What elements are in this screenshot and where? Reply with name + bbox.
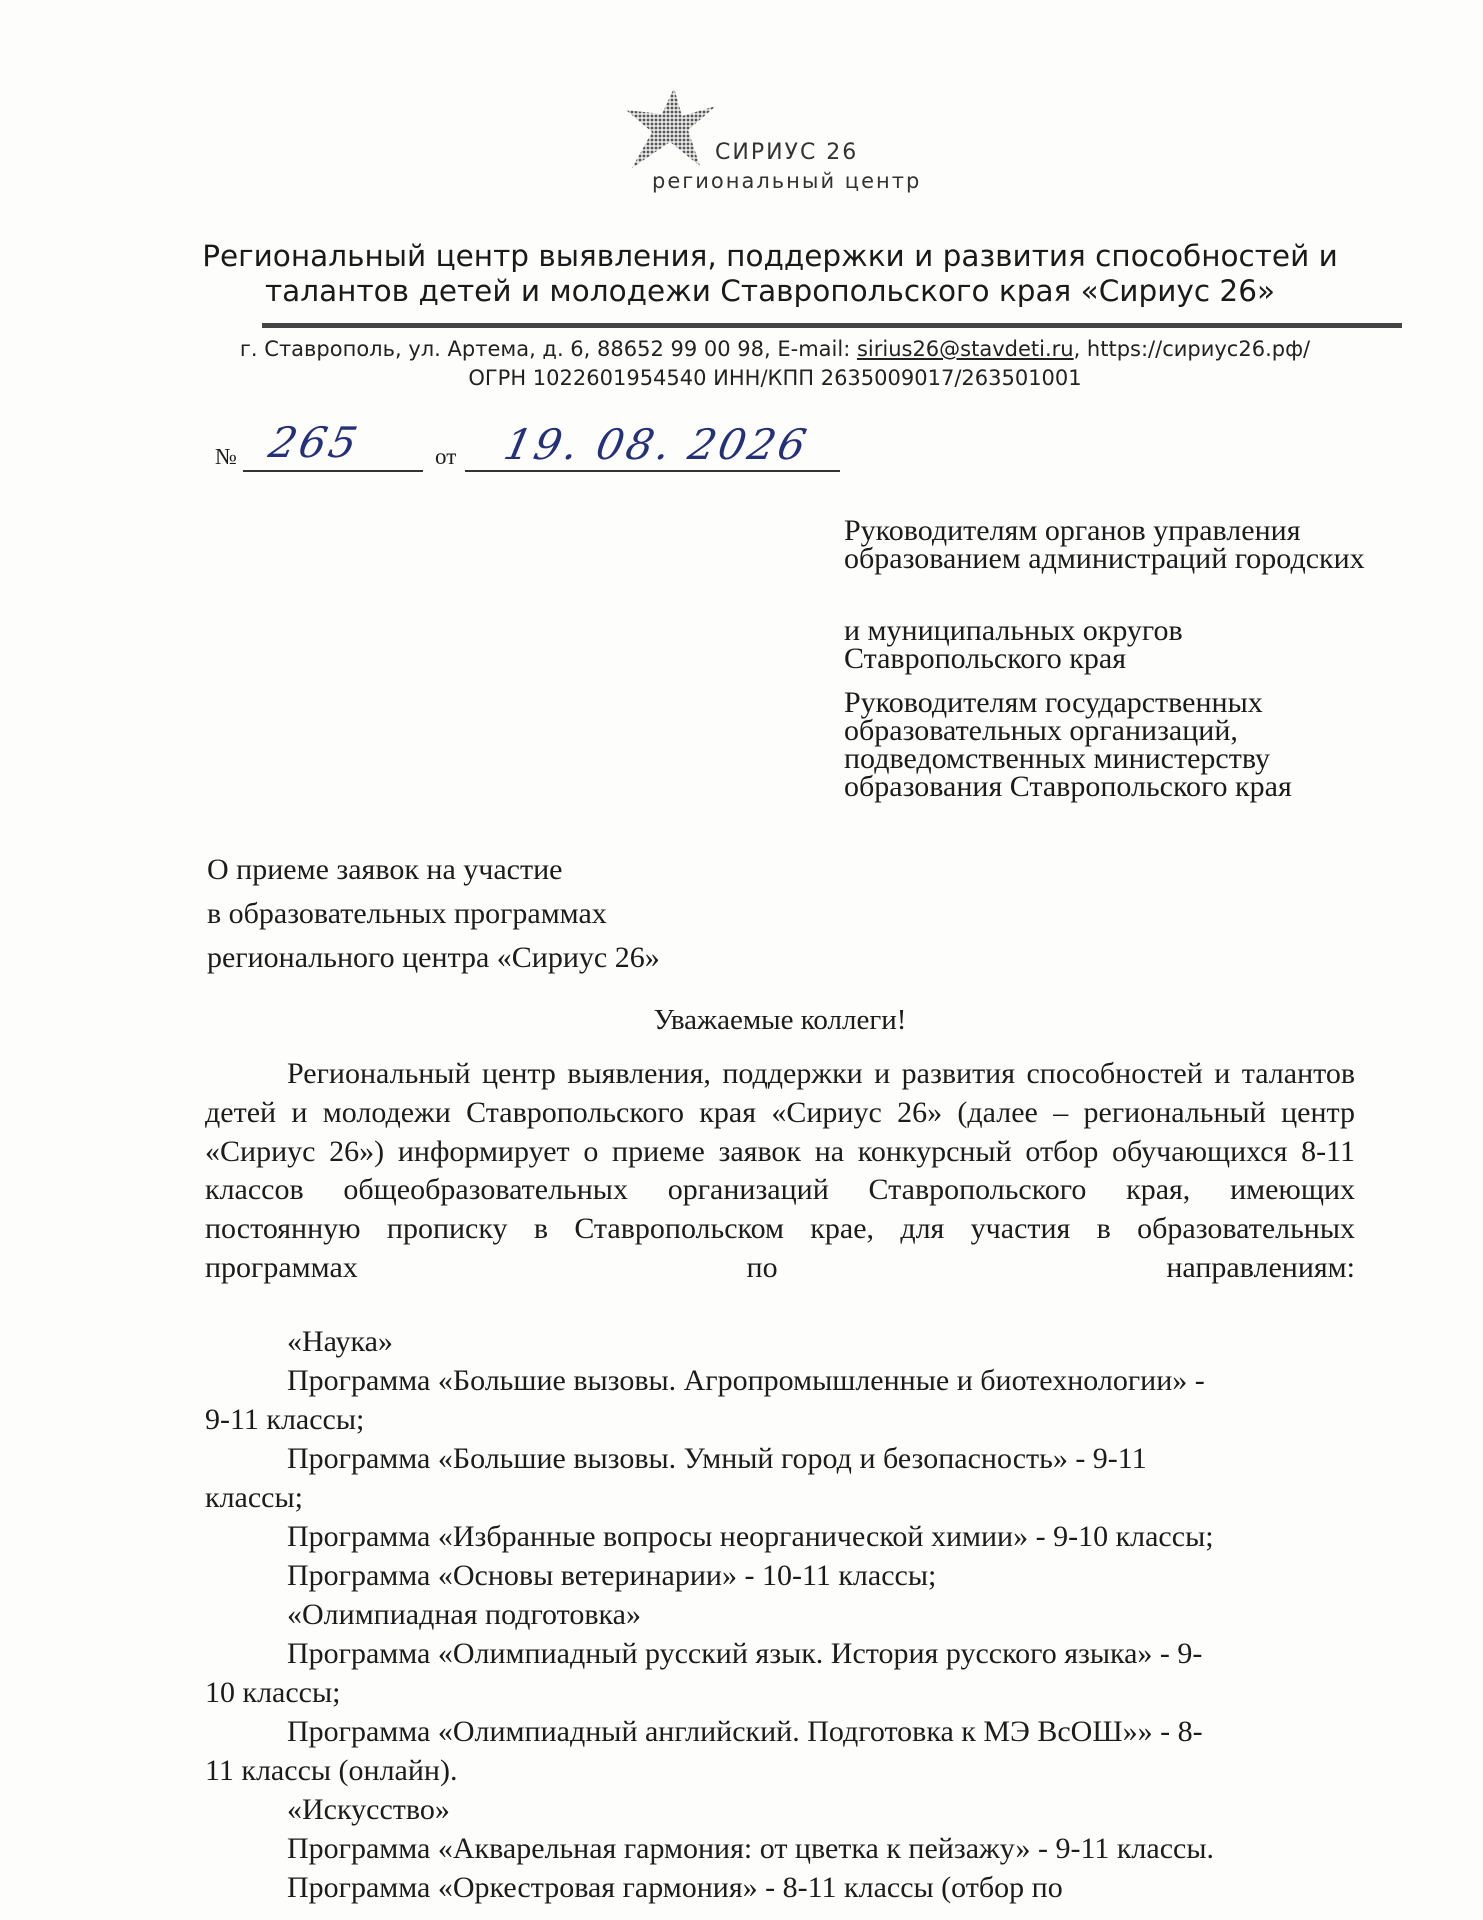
program-item: Программа «Акварельная гармония: от цветка к пейзажу» - 9-11 классы. xyxy=(287,1832,1214,1865)
greeting: Уважаемые коллеги! xyxy=(653,1004,907,1036)
date-label: от xyxy=(435,444,457,469)
direction-art: «Искусство» xyxy=(287,1793,450,1826)
program-item: Программа «Избранные вопросы неорганической химии» - 9-10 классы; xyxy=(287,1520,1214,1553)
letter-subject: О приеме заявок на участие в образовательных программах регионального центра «Сириус 26» xyxy=(207,853,660,974)
header-divider xyxy=(262,323,1402,328)
contacts-line xyxy=(130,335,1420,363)
star-icon xyxy=(622,86,722,176)
direction-olympiad: «Олимпиадная подготовка» xyxy=(287,1598,641,1631)
addressee-3: Руководителям государственных образовательных организаций, подведомственных министерству образования Ставропольского края xyxy=(844,686,1292,803)
program-item-cont: 11 классы (онлайн). xyxy=(205,1754,458,1787)
contacts-website: , https://сириус26.рф/ xyxy=(1073,337,1311,361)
program-item: Программа «Большие вызовы. Агропромышленные и биотехнологии» - xyxy=(287,1364,1205,1397)
program-item-cont: 10 классы; xyxy=(205,1676,341,1709)
handwritten-date: 19. 08. 2026 xyxy=(499,420,814,469)
program-item: Программа «Основы ветеринарии» - 10-11 классы; xyxy=(287,1559,937,1592)
logo xyxy=(622,86,952,206)
handwritten-number: 265 xyxy=(264,418,365,467)
email-link[interactable]: sirius26@stavdeti.ru xyxy=(856,337,1074,361)
program-item: Программа «Оркестровая гармония» - 8-11 классы (отбор по xyxy=(287,1871,1063,1904)
org-title-line1: Региональный центр выявления, поддержки и развития способностей и xyxy=(202,239,1338,273)
org-title-line2: талантов детей и молодежи Ставропольского края «Сириус 26» xyxy=(264,274,1276,308)
program-item: Программа «Олимпиадный английский. Подготовка к МЭ ВсОШ»» - 8- xyxy=(287,1715,1203,1748)
registration-line xyxy=(215,418,845,472)
number-label: № xyxy=(215,444,237,469)
program-item-cont: классы; xyxy=(205,1481,303,1514)
logo-subtitle: региональный центр xyxy=(652,169,922,193)
date-underline xyxy=(465,470,840,472)
number-underline xyxy=(243,470,423,472)
registry-line: ОГРН 1022601954540 ИНН/КПП 2635009017/263501001 xyxy=(468,366,1082,390)
program-item-cont: 9-11 классы; xyxy=(205,1403,365,1436)
program-item: Программа «Большие вызовы. Умный город и безопасность» - 9-11 xyxy=(287,1442,1147,1475)
addressee-2: и муниципальных округов Ставропольского края xyxy=(844,614,1183,675)
direction-science: «Наука» xyxy=(287,1325,393,1358)
addressee-1: Руководителям органов управления образованием администраций городских xyxy=(844,514,1365,575)
intro-paragraph: Региональный центр выявления, поддержки и развития способностей и талантов детей и молодежи Ставропольского края «Сириус 26» (далее – региональный центр «Сириус 26») информирует о приеме заявок на конкурсный отбор обучающихся 8-11 классов общеобразовательных организаций Ставропольского края, имеющих постоянную прописку в Ставропольском крае, для участия в образовательных программах по направлениям: xyxy=(205,1057,1355,1284)
logo-name: СИРИУС 26 xyxy=(715,140,859,165)
program-item: Программа «Олимпиадный русский язык. История русского языка» - 9- xyxy=(287,1637,1203,1670)
contacts-address: г. Ставрополь, ул. Артема, д. 6, 88652 99 00 98, E-mail: xyxy=(239,337,857,361)
